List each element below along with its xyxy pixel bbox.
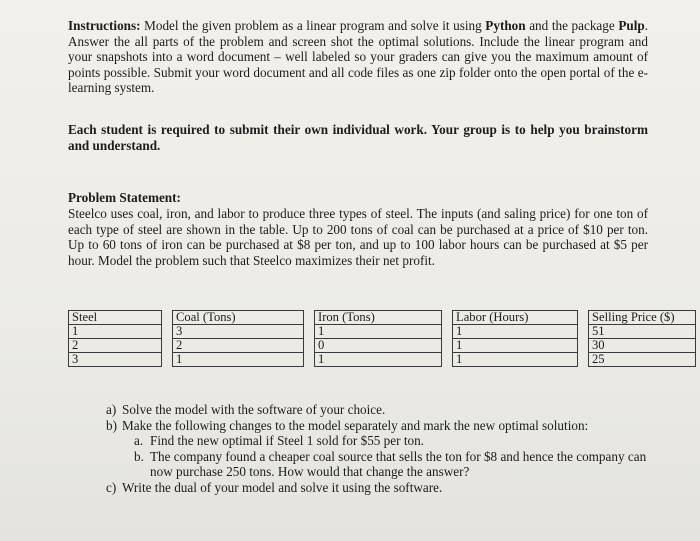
cell-coal: 1	[173, 353, 304, 367]
question-b-sub-a	[106, 433, 666, 449]
table-header-row	[69, 311, 696, 325]
sub-b-label: b.	[134, 448, 144, 464]
pulp-keyword: Pulp	[618, 18, 645, 33]
cell-coal: 3	[173, 325, 304, 339]
sub-a-text: Find the new optimal if Steel 1 sold for $55 per ton.	[150, 433, 424, 449]
header-iron: Iron (Tons)	[315, 311, 442, 325]
instructions-text-2: and the package	[525, 18, 619, 33]
cell-iron: 1	[315, 325, 442, 339]
cell-selling-price: 25	[589, 353, 696, 367]
header-steel: Steel	[69, 311, 162, 325]
instructions-paragraph	[68, 18, 648, 96]
cell-labor: 1	[453, 325, 578, 339]
question-c-label: c)	[106, 479, 117, 495]
cell-coal: 2	[173, 339, 304, 353]
cell-steel: 3	[69, 353, 162, 367]
question-c-text: Write the dual of your model and solve it using the software.	[122, 479, 443, 495]
cell-iron: 0	[315, 339, 442, 353]
question-c	[106, 480, 666, 496]
individual-work-notice: Each student is required to submit their own individual work. Your group is to help you brainstorm and understand.	[68, 122, 648, 153]
question-b-sub-b	[106, 449, 666, 480]
sub-a-label: a.	[134, 433, 144, 449]
problem-statement-heading: Problem Statement:	[68, 190, 181, 205]
instructions-text-1: Model the given problem as a linear program and solve it using	[140, 18, 486, 33]
cell-selling-price: 30	[589, 339, 696, 353]
question-b-label: b)	[106, 417, 117, 433]
header-coal: Coal (Tons)	[173, 311, 304, 325]
table-row	[69, 325, 696, 339]
question-b	[106, 418, 666, 434]
sub-b-text: The company found a cheaper coal source that sells the ton for $8 and hence the company can now purchase 250 tons. How would that change the answer?	[150, 448, 647, 480]
cell-labor: 1	[453, 339, 578, 353]
cell-iron: 1	[315, 353, 442, 367]
header-selling-price: Selling Price ($)	[589, 311, 696, 325]
question-a-text: Solve the model with the software of your choice.	[122, 402, 386, 417]
question-a-label: a)	[106, 402, 117, 417]
cell-steel: 1	[69, 325, 162, 339]
question-a	[106, 402, 666, 418]
instructions-label: Instructions:	[68, 18, 141, 33]
problem-statement-text: Steelco uses coal, iron, and labor to produce three types of steel. The inputs (and saling price) for one ton of each type of steel are shown in the table. Up to 200 tons of coal can be purchased at a price of $10 per ton. Up to 60 tons of iron can be purchased at $8 per ton, and up to 100 labor hours can be purchased at $5 per hour. Model the problem such that Steelco maximizes their net profit.	[68, 206, 648, 268]
python-keyword: Python	[485, 18, 526, 33]
header-labor: Labor (Hours)	[453, 311, 578, 325]
steel-inputs-table	[68, 310, 696, 367]
questions-list	[106, 402, 666, 496]
question-b-text: Make the following changes to the model separately and mark the new optimal solution:	[122, 417, 589, 433]
instructions-text-3: . Answer the all parts of the problem and screen shot the optimal solutions. Include the linear program and your snapshots into a word document – well labeled so your graders can give you the maximum amount of points possible. Submit your word document and all code files as one zip folder onto the open portal of the e-learning system.	[68, 18, 648, 96]
cell-selling-price: 51	[589, 325, 696, 339]
cell-labor: 1	[453, 353, 578, 367]
cell-steel: 2	[69, 339, 162, 353]
table-row	[69, 339, 696, 353]
table-row	[69, 353, 696, 367]
